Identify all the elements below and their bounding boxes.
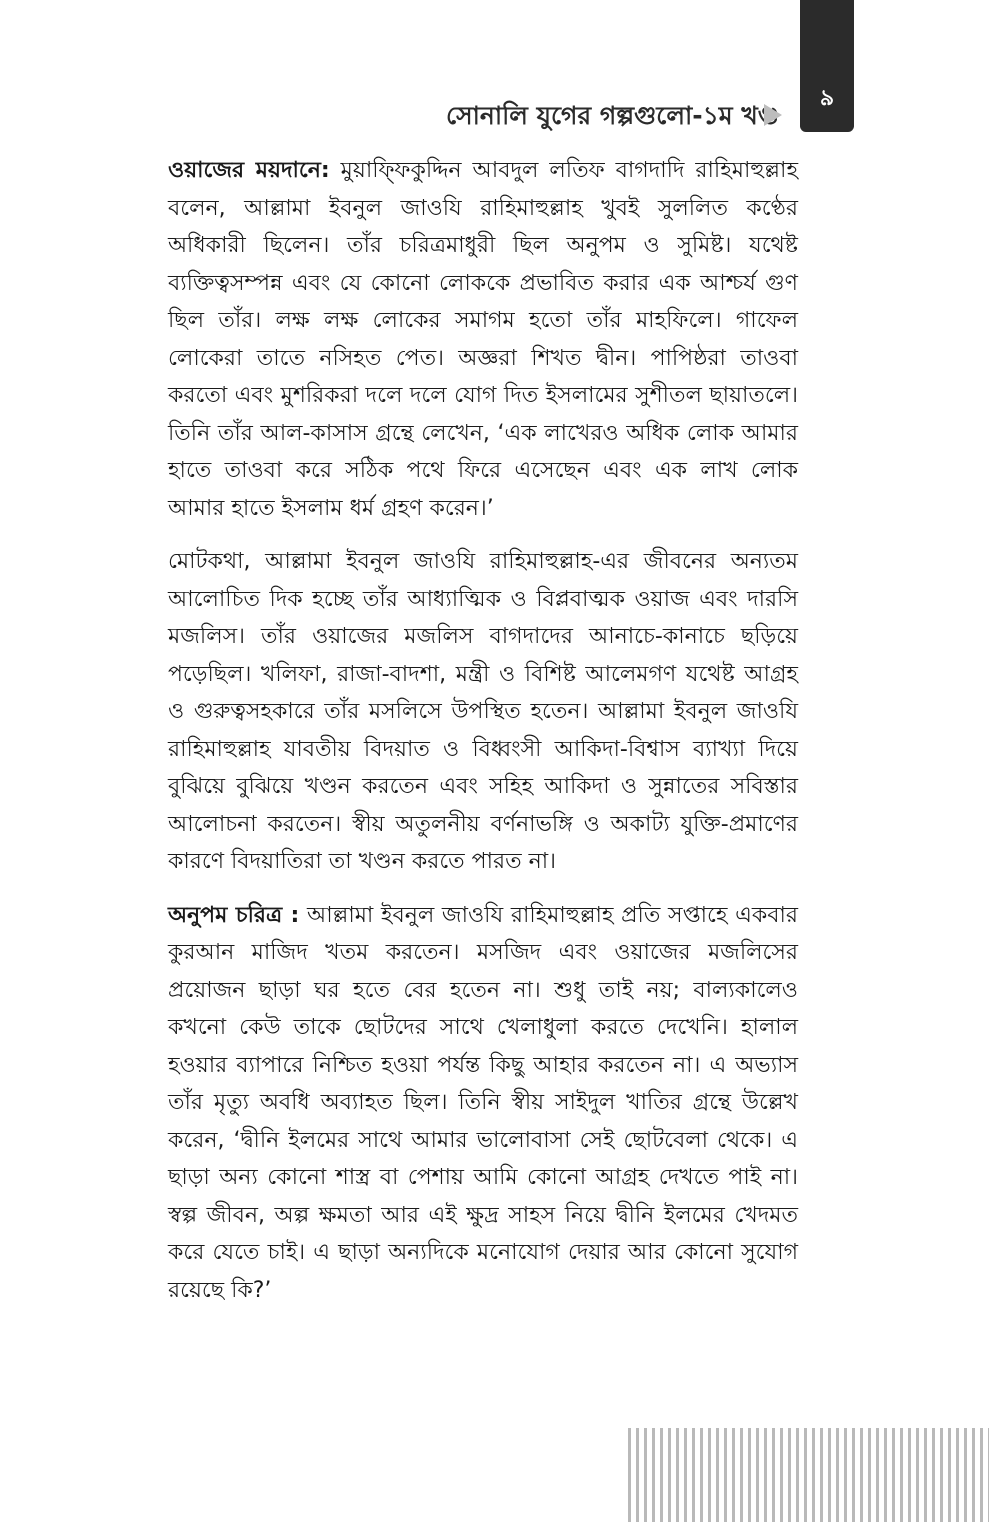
paragraph-text: আল্লামা ইবনুল জাওযি রাহিমাহুল্লাহ প্রতি সপ্তাহে একবার কুরআন মাজিদ খতম করতেন। মসজিদ এবং ওয়াজের মজলিসের প্রয়োজন ছাড়া ঘর হতে বের হতেন না। শুধু তাই নয়; বাল্যকালেও কখনো কেউ তাকে ছোটদের সাথে খেলাধুলা করতে দেখেনি। হালাল হওয়ার ব্যাপারে নিশ্চিত হওয়া পর্যন্ত কিছু আহার করতেন না। এ অভ্যাস তাঁর মৃত্যু অবধি অব্যাহত ছিল। তিনি স্বীয় সাইদুল খাতির গ্রন্থে উল্লেখ করেন, ‘দ্বীনি ইলমের সাথে আমার ভালোবাসা সেই ছোটবেলা থেকে। এ ছাড়া অন্য কোনো শাস্ত্র বা পেশায় আমি কোনো আগ্রহ দেখতে পাই না। স্বল্প জীবন, অল্প ক্ষমতা আর এই ক্ষুদ্র সাহস নিয়ে দ্বীনি ইলমের খেদমত করে যেতে চাই। এ ছাড়া অন্যদিকে মনোযোগ দেয়ার আর কোনো সুযোগ রয়েছে কি?’ (168, 902, 798, 1303)
paragraph-waz-field (168, 152, 798, 527)
paragraph-character (168, 897, 798, 1310)
triangle-right-icon (764, 104, 782, 126)
page-number-tab (800, 0, 854, 132)
paragraph-summary (168, 543, 798, 881)
paragraph-text: মুয়াফ্ফিকুদ্দিন আবদুল লতিফ বাগদাদি রাহিমাহুল্লাহ বলেন, আল্লামা ইবনুল জাওযি রাহিমাহুল্লাহ খুবই সুললিত কণ্ঠের অধিকারী ছিলেন। তাঁর চরিত্রমাধুরী ছিল অনুপম ও সুমিষ্ট। যথেষ্ট ব্যক্তিত্বসম্পন্ন এবং যে কোনো লোককে প্রভাবিত করার এক আশ্চর্য গুণ ছিল তাঁর। লক্ষ লক্ষ লোকের সমাগম হতো তাঁর মাহফিলে। গাফেল লোকেরা তাতে নসিহত পেত। অজ্ঞরা শিখত দ্বীন। পাপিষ্ঠরা তাওবা করতো এবং মুশরিকরা দলে দলে যোগ দিত ইসলামের সুশীতল ছায়াতলে। তিনি তাঁর আল-কাসাস গ্রন্থে লেখেন, ‘এক লাখেরও অধিক লোক আমার হাতে তাওবা করে সঠিক পথে ফিরে এসেছেন এবং এক লাখ লোক আমার হাতে ইসলাম ধর্ম গ্রহণ করেন।’ (168, 158, 798, 521)
page-number: ৯ (819, 86, 835, 111)
paragraph-text: মোটকথা, আল্লামা ইবনুল জাওযি রাহিমাহুল্লাহ-এর জীবনের অন্যতম আলোচিত দিক হচ্ছে তাঁর আধ্যাত্মিক ও বিপ্লবাত্মক ওয়াজ এবং দারসি মজলিস। তাঁর ওয়াজের মজলিস বাগদাদের আনাচে-কানাচে ছড়িয়ে পড়েছিল। খলিফা, রাজা-বাদশা, মন্ত্রী ও বিশিষ্ট আলেমগণ যথেষ্ট আগ্রহ ও গুরুত্বসহকারে তাঁর মসলিসে উপস্থিত হতেন। আল্লামা ইবনুল জাওযি রাহিমাহুল্লাহ যাবতীয় বিদয়াত ও বিধ্বংসী আকিদা-বিশ্বাস ব্যাখ্যা দিয়ে বুঝিয়ে বুঝিয়ে খণ্ডন করতেন এবং সহিহ আকিদা ও সুন্নাতের সবিস্তার আলোচনা করতেন। স্বীয় অতুলনীয় বর্ণনাভঙ্গি ও অকাট্য যুক্তি-প্রমাণের কারণে বিদয়াতিরা তা খণ্ডন করতে পারত না। (168, 549, 798, 874)
running-header-title: সোনালি যুগের গল্পগুলো-১ম খণ্ড (446, 101, 779, 130)
paragraph-heading: অনুপম চরিত্র : (168, 902, 300, 928)
barcode-stripes (628, 1428, 989, 1522)
paragraph-heading: ওয়াজের ময়দানে: (168, 158, 330, 183)
page-body (168, 152, 798, 1325)
